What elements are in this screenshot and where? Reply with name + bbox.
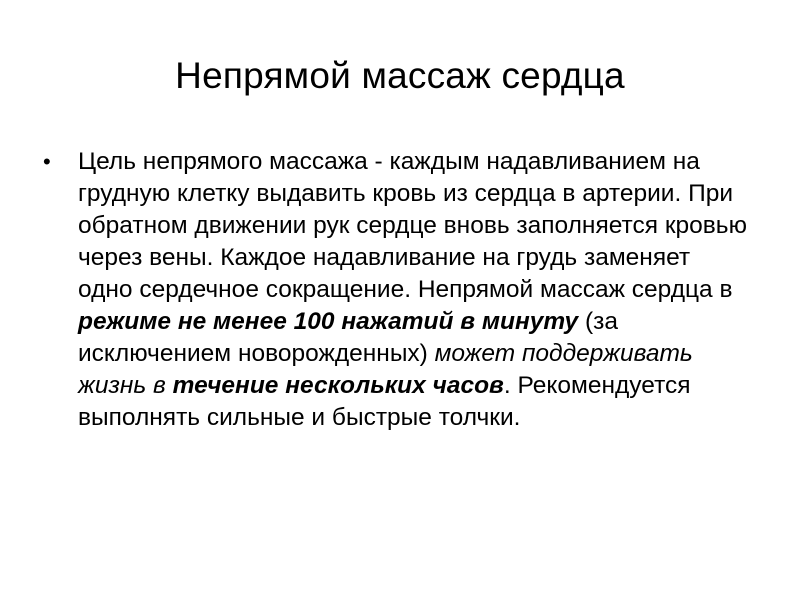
bullet-icon: • (43, 149, 51, 174)
paragraph-emphasis-sustain: может поддерживать жизнь в (78, 340, 693, 399)
paragraph-text-3: . Рекомендуется выполнять сильные и быстрые толчки. (78, 372, 691, 431)
paragraph-emphasis-rate: режиме не менее 100 нажатий в минуту (78, 308, 579, 335)
paragraph-text-1: Цель непрямого массажа - каждым надавливанием на грудную клетку выдавить кровь из сердца в артерии. При обратном движении рук сердце вновь заполняется кровью через вены. Каждое надавливание на грудь заменяет одно сердечное сокращение. Непрямой массаж сердца в (78, 148, 747, 303)
slide-title: Непрямой массаж сердца (175, 55, 625, 96)
bullet-list (40, 146, 750, 434)
paragraph-text-2: (за исключением новорожденных) (78, 308, 619, 367)
paragraph-emphasis-duration: течение нескольких часов (172, 372, 504, 399)
bullet-item (40, 146, 750, 434)
